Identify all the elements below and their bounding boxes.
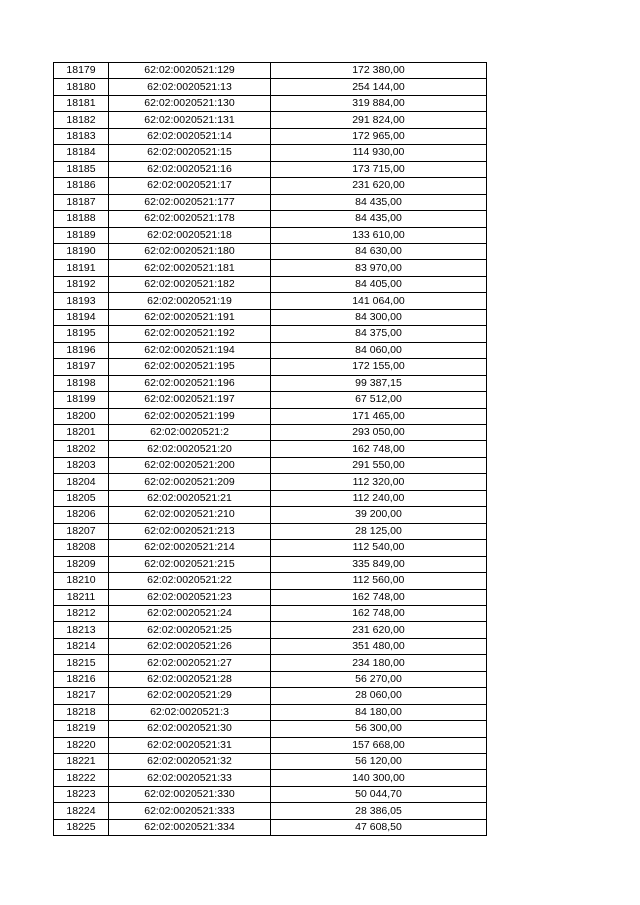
cadastral-number-cell: 62:02:0020521:177 (109, 194, 271, 210)
table-row (54, 359, 487, 375)
table-row (54, 754, 487, 770)
cadastral-value-cell: 157 668,00 (271, 737, 487, 753)
row-number-cell: 18208 (54, 540, 109, 556)
cadastral-number-cell: 62:02:0020521:192 (109, 326, 271, 342)
table-row (54, 161, 487, 177)
table-row (54, 786, 487, 802)
cadastral-value-cell: 112 320,00 (271, 474, 487, 490)
cadastral-number-cell: 62:02:0020521:178 (109, 211, 271, 227)
row-number-cell: 18193 (54, 293, 109, 309)
row-number-cell: 18221 (54, 754, 109, 770)
row-number-cell: 18180 (54, 79, 109, 95)
table-row (54, 490, 487, 506)
cadastral-number-cell: 62:02:0020521:197 (109, 392, 271, 408)
cadastral-value-cell: 291 550,00 (271, 457, 487, 473)
cadastral-value-cell: 140 300,00 (271, 770, 487, 786)
table-row (54, 721, 487, 737)
cadastral-value-cell: 56 300,00 (271, 721, 487, 737)
row-number-cell: 18188 (54, 211, 109, 227)
cadastral-number-cell: 62:02:0020521:19 (109, 293, 271, 309)
row-number-cell: 18223 (54, 786, 109, 802)
table-row (54, 622, 487, 638)
table-row (54, 770, 487, 786)
cadastral-number-cell: 62:02:0020521:209 (109, 474, 271, 490)
cadastral-number-cell: 62:02:0020521:29 (109, 688, 271, 704)
cadastral-number-cell: 62:02:0020521:3 (109, 704, 271, 720)
cadastral-number-cell: 62:02:0020521:213 (109, 523, 271, 539)
table-row (54, 342, 487, 358)
table-row (54, 112, 487, 128)
row-number-cell: 18225 (54, 819, 109, 835)
row-number-cell: 18222 (54, 770, 109, 786)
cadastral-value-cell: 47 608,50 (271, 819, 487, 835)
cadastral-value-cell: 84 375,00 (271, 326, 487, 342)
table-row (54, 803, 487, 819)
cadastral-number-cell: 62:02:0020521:2 (109, 424, 271, 440)
cadastral-value-cell: 56 120,00 (271, 754, 487, 770)
cadastral-number-cell: 62:02:0020521:33 (109, 770, 271, 786)
cadastral-value-cell: 112 540,00 (271, 540, 487, 556)
table-row (54, 655, 487, 671)
row-number-cell: 18199 (54, 392, 109, 408)
cadastral-value-cell: 84 300,00 (271, 309, 487, 325)
cadastral-value-cell: 84 405,00 (271, 276, 487, 292)
row-number-cell: 18185 (54, 161, 109, 177)
row-number-cell: 18186 (54, 178, 109, 194)
table-row (54, 375, 487, 391)
table-row (54, 63, 487, 79)
row-number-cell: 18217 (54, 688, 109, 704)
table-row (54, 326, 487, 342)
cadastral-value-cell: 172 965,00 (271, 128, 487, 144)
cadastral-number-cell: 62:02:0020521:210 (109, 507, 271, 523)
table-row (54, 392, 487, 408)
row-number-cell: 18197 (54, 359, 109, 375)
table-row (54, 95, 487, 111)
cadastral-number-cell: 62:02:0020521:15 (109, 145, 271, 161)
row-number-cell: 18204 (54, 474, 109, 490)
cadastral-number-cell: 62:02:0020521:194 (109, 342, 271, 358)
cadastral-number-cell: 62:02:0020521:182 (109, 276, 271, 292)
cadastral-value-cell: 28 386,05 (271, 803, 487, 819)
cadastral-value-cell: 39 200,00 (271, 507, 487, 523)
table-row (54, 704, 487, 720)
cadastral-number-cell: 62:02:0020521:215 (109, 556, 271, 572)
row-number-cell: 18181 (54, 95, 109, 111)
row-number-cell: 18202 (54, 441, 109, 457)
table-row (54, 276, 487, 292)
cadastral-number-cell: 62:02:0020521:333 (109, 803, 271, 819)
cadastral-number-cell: 62:02:0020521:18 (109, 227, 271, 243)
table-row (54, 408, 487, 424)
cadastral-value-cell: 293 050,00 (271, 424, 487, 440)
cadastral-number-cell: 62:02:0020521:130 (109, 95, 271, 111)
cadastral-value-cell: 171 465,00 (271, 408, 487, 424)
cadastral-value-cell: 234 180,00 (271, 655, 487, 671)
cadastral-value-cell: 28 060,00 (271, 688, 487, 704)
cadastral-number-cell: 62:02:0020521:334 (109, 819, 271, 835)
table-row (54, 293, 487, 309)
table-row (54, 737, 487, 753)
row-number-cell: 18207 (54, 523, 109, 539)
cadastral-number-cell: 62:02:0020521:200 (109, 457, 271, 473)
cadastral-number-cell: 62:02:0020521:13 (109, 79, 271, 95)
cadastral-value-cell: 50 044,70 (271, 786, 487, 802)
cadastral-value-cell: 162 748,00 (271, 441, 487, 457)
row-number-cell: 18189 (54, 227, 109, 243)
cadastral-number-cell: 62:02:0020521:195 (109, 359, 271, 375)
cadastral-value-cell: 56 270,00 (271, 671, 487, 687)
cadastral-value-cell: 254 144,00 (271, 79, 487, 95)
row-number-cell: 18205 (54, 490, 109, 506)
cadastral-number-cell: 62:02:0020521:131 (109, 112, 271, 128)
row-number-cell: 18191 (54, 260, 109, 276)
table-row (54, 589, 487, 605)
cadastral-value-cell: 112 560,00 (271, 573, 487, 589)
table-row (54, 227, 487, 243)
cadastral-number-cell: 62:02:0020521:181 (109, 260, 271, 276)
table-row (54, 507, 487, 523)
cadastral-number-cell: 62:02:0020521:330 (109, 786, 271, 802)
table-row (54, 79, 487, 95)
cadastral-value-cell: 99 387,15 (271, 375, 487, 391)
row-number-cell: 18196 (54, 342, 109, 358)
cadastral-number-cell: 62:02:0020521:196 (109, 375, 271, 391)
row-number-cell: 18203 (54, 457, 109, 473)
cadastral-number-cell: 62:02:0020521:21 (109, 490, 271, 506)
table-row (54, 474, 487, 490)
cadastral-value-cell: 84 630,00 (271, 243, 487, 259)
row-number-cell: 18179 (54, 63, 109, 79)
cadastral-value-cell: 162 748,00 (271, 605, 487, 621)
cadastral-value-cell: 231 620,00 (271, 178, 487, 194)
table-row (54, 178, 487, 194)
cadastral-number-cell: 62:02:0020521:180 (109, 243, 271, 259)
table-row (54, 260, 487, 276)
cadastral-value-cell: 84 180,00 (271, 704, 487, 720)
cadastral-value-cell: 112 240,00 (271, 490, 487, 506)
cadastral-number-cell: 62:02:0020521:199 (109, 408, 271, 424)
table-row (54, 145, 487, 161)
cadastral-value-cell: 84 060,00 (271, 342, 487, 358)
table-row (54, 309, 487, 325)
cadastral-value-cell: 28 125,00 (271, 523, 487, 539)
row-number-cell: 18206 (54, 507, 109, 523)
cadastral-value-cell: 291 824,00 (271, 112, 487, 128)
row-number-cell: 18218 (54, 704, 109, 720)
cadastral-number-cell: 62:02:0020521:26 (109, 638, 271, 654)
table-row (54, 540, 487, 556)
cadastral-value-cell: 84 435,00 (271, 194, 487, 210)
cadastral-number-cell: 62:02:0020521:191 (109, 309, 271, 325)
table-row (54, 573, 487, 589)
cadastral-value-cell: 141 064,00 (271, 293, 487, 309)
cadastral-number-cell: 62:02:0020521:22 (109, 573, 271, 589)
row-number-cell: 18184 (54, 145, 109, 161)
cadastral-number-cell: 62:02:0020521:31 (109, 737, 271, 753)
row-number-cell: 18182 (54, 112, 109, 128)
row-number-cell: 18209 (54, 556, 109, 572)
row-number-cell: 18214 (54, 638, 109, 654)
cadastral-number-cell: 62:02:0020521:27 (109, 655, 271, 671)
table-row (54, 671, 487, 687)
row-number-cell: 18216 (54, 671, 109, 687)
row-number-cell: 18198 (54, 375, 109, 391)
cadastral-number-cell: 62:02:0020521:23 (109, 589, 271, 605)
row-number-cell: 18219 (54, 721, 109, 737)
row-number-cell: 18183 (54, 128, 109, 144)
row-number-cell: 18224 (54, 803, 109, 819)
cadastral-value-cell: 231 620,00 (271, 622, 487, 638)
cadastral-value-cell: 172 155,00 (271, 359, 487, 375)
table-row (54, 441, 487, 457)
table-row (54, 194, 487, 210)
table-row (54, 128, 487, 144)
row-number-cell: 18211 (54, 589, 109, 605)
cadastral-number-cell: 62:02:0020521:32 (109, 754, 271, 770)
table-row (54, 605, 487, 621)
cadastral-value-cell: 173 715,00 (271, 161, 487, 177)
row-number-cell: 18212 (54, 605, 109, 621)
table-row (54, 819, 487, 835)
table-row (54, 638, 487, 654)
cadastral-number-cell: 62:02:0020521:20 (109, 441, 271, 457)
row-number-cell: 18200 (54, 408, 109, 424)
row-number-cell: 18194 (54, 309, 109, 325)
cadastral-number-cell: 62:02:0020521:14 (109, 128, 271, 144)
cadastral-value-cell: 114 930,00 (271, 145, 487, 161)
cadastral-number-cell: 62:02:0020521:214 (109, 540, 271, 556)
row-number-cell: 18192 (54, 276, 109, 292)
row-number-cell: 18220 (54, 737, 109, 753)
table-row (54, 211, 487, 227)
cadastral-value-cell: 67 512,00 (271, 392, 487, 408)
row-number-cell: 18201 (54, 424, 109, 440)
row-number-cell: 18215 (54, 655, 109, 671)
cadastral-value-table (53, 62, 487, 836)
row-number-cell: 18195 (54, 326, 109, 342)
table-row (54, 457, 487, 473)
table-body (54, 63, 487, 836)
table-row (54, 556, 487, 572)
cadastral-value-cell: 162 748,00 (271, 589, 487, 605)
row-number-cell: 18190 (54, 243, 109, 259)
cadastral-number-cell: 62:02:0020521:16 (109, 161, 271, 177)
cadastral-number-cell: 62:02:0020521:28 (109, 671, 271, 687)
cadastral-value-cell: 319 884,00 (271, 95, 487, 111)
cadastral-value-cell: 83 970,00 (271, 260, 487, 276)
cadastral-value-cell: 133 610,00 (271, 227, 487, 243)
cadastral-value-cell: 84 435,00 (271, 211, 487, 227)
cadastral-number-cell: 62:02:0020521:17 (109, 178, 271, 194)
cadastral-value-cell: 351 480,00 (271, 638, 487, 654)
cadastral-number-cell: 62:02:0020521:30 (109, 721, 271, 737)
cadastral-value-cell: 172 380,00 (271, 63, 487, 79)
row-number-cell: 18187 (54, 194, 109, 210)
cadastral-number-cell: 62:02:0020521:25 (109, 622, 271, 638)
cadastral-number-cell: 62:02:0020521:24 (109, 605, 271, 621)
table-row (54, 243, 487, 259)
row-number-cell: 18213 (54, 622, 109, 638)
cadastral-value-cell: 335 849,00 (271, 556, 487, 572)
cadastral-number-cell: 62:02:0020521:129 (109, 63, 271, 79)
table-row (54, 424, 487, 440)
row-number-cell: 18210 (54, 573, 109, 589)
table-row (54, 688, 487, 704)
table-row (54, 523, 487, 539)
